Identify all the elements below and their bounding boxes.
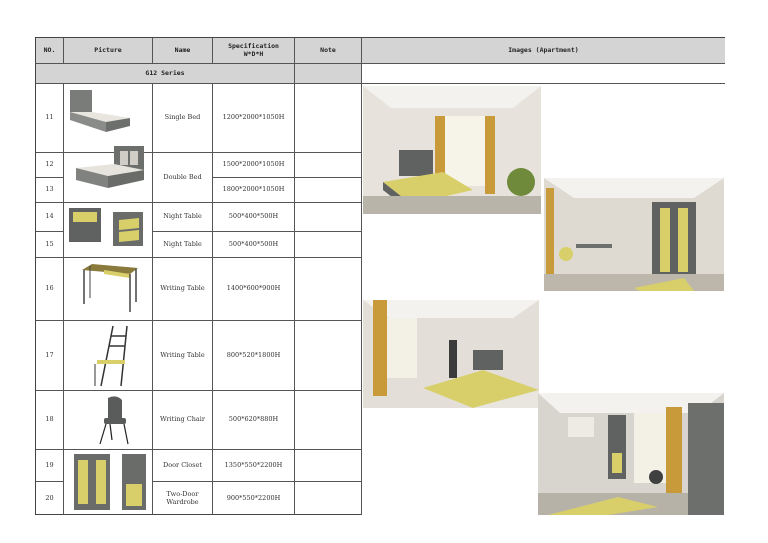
row-no: 16 xyxy=(36,258,64,321)
header-specification-unit: W*D*H xyxy=(243,49,264,58)
row-note xyxy=(295,153,362,178)
row-no: 11 xyxy=(36,84,64,153)
header-picture: Picture xyxy=(64,38,153,64)
row-spec: 500*400*500H xyxy=(213,203,295,232)
row-spec: 1350*550*2200H xyxy=(213,450,295,482)
row-name: Night Table xyxy=(153,232,213,258)
row-no: 20 xyxy=(36,482,64,515)
row-no: 17 xyxy=(36,321,64,391)
row-note xyxy=(295,258,362,321)
series-label: G12 Series xyxy=(36,64,295,84)
row-note xyxy=(295,391,362,450)
row-no: 12 xyxy=(36,153,64,178)
row-note xyxy=(295,321,362,391)
row-no: 14 xyxy=(36,203,64,232)
row-name: Double Bed xyxy=(153,153,213,203)
header-note: Note xyxy=(295,38,362,64)
row-spec: 1800*2000*1050H xyxy=(213,178,295,203)
apartment-photo xyxy=(363,86,541,214)
row-spec: 1400*600*900H xyxy=(213,258,295,321)
row-note xyxy=(295,482,362,515)
header-images: Images (Apartment) xyxy=(362,38,725,64)
product-table xyxy=(35,37,725,515)
ladder-desk-image xyxy=(91,324,133,388)
row-name: Single Bed xyxy=(153,84,213,153)
row-no: 18 xyxy=(36,391,64,450)
header-no: NO. xyxy=(36,38,64,64)
header-specification-label: Specification xyxy=(228,42,279,51)
chair-image xyxy=(94,394,134,446)
row-no: 19 xyxy=(36,450,64,482)
row-no: 15 xyxy=(36,232,64,258)
row-note xyxy=(295,84,362,153)
closet-image xyxy=(72,452,150,514)
row-no: 13 xyxy=(36,178,64,203)
row-spec: 1200*2000*1050H xyxy=(213,84,295,153)
single-bed-image xyxy=(66,88,136,136)
writing-table-image xyxy=(76,262,142,316)
row-name: Two-Door Wardrobe xyxy=(153,482,213,515)
row-name: Writing Chair xyxy=(153,391,213,450)
row-spec: 1500*2000*1050H xyxy=(213,153,295,178)
row-note xyxy=(295,178,362,203)
apartment-photo xyxy=(538,393,724,515)
row-note xyxy=(295,450,362,482)
row-spec: 800*520*1800H xyxy=(213,321,295,391)
row-name: Writing Table xyxy=(153,321,213,391)
series-images-cell xyxy=(362,64,725,84)
header-name: Name xyxy=(153,38,213,64)
row-note xyxy=(295,232,362,258)
row-spec: 500*400*500H xyxy=(213,232,295,258)
header-specification xyxy=(213,38,295,64)
row-name: Night Table xyxy=(153,203,213,232)
apartment-photo xyxy=(544,178,724,291)
row-note xyxy=(295,203,362,232)
apartment-photo xyxy=(363,300,539,408)
row-name: Writing Table xyxy=(153,258,213,321)
row-spec: 500*620*880H xyxy=(213,391,295,450)
series-note-cell xyxy=(295,64,362,84)
double-bed-image xyxy=(70,142,148,194)
row-spec: 900*550*2200H xyxy=(213,482,295,515)
night-table-image xyxy=(67,206,151,254)
row-name: Door Closet xyxy=(153,450,213,482)
